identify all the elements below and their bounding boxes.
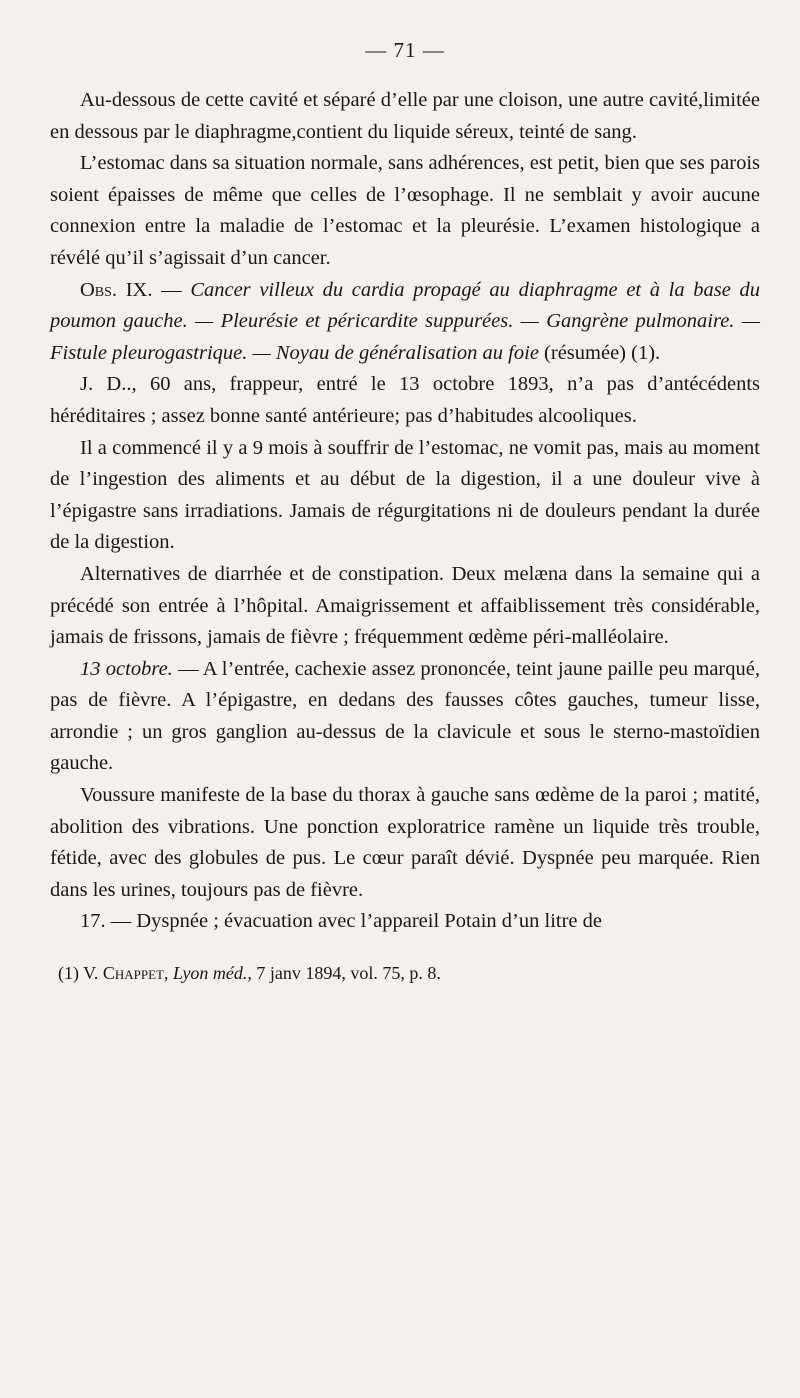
- observation-note: (résumée) (1).: [544, 341, 661, 364]
- dated-entry: 17. — Dyspnée ; évacuation avec l’appareil Potain d’un litre de: [80, 910, 602, 933]
- paragraph: Alternatives de diarrhée et de constipation. Deux melæna dans la semaine qui a précédé son entrée à l’hôpital. Amaigrissement et affaiblissement très considérable, jamais de frissons, jamais de fièvre ; fréquemment œdème péri-malléolaire.: [50, 562, 760, 649]
- body-text: [50, 85, 760, 938]
- observation-title: Cancer villeux du cardia propagé au diaphragme et à la base du poumon gauche. — Pleurésie et péricardite suppurées. — Gangrène pulmonaire. — Fistule pleurogastrique. — Noyau de généralisation au foie: [50, 278, 761, 364]
- observation-heading: [50, 275, 760, 370]
- observation-label: Obs. IX. —: [80, 278, 182, 301]
- page-number: — 71 —: [365, 38, 445, 62]
- paragraph: J. D.., 60 ans, frappeur, entré le 13 octobre 1893, n’a pas d’antécédents héréditaires ; assez bonne santé antérieure; pas d’habitudes alcooliques.: [50, 373, 760, 427]
- paragraph: Il a commencé il y a 9 mois à souffrir de l’estomac, ne vomit pas, mais au moment de l’ingestion des aliments et au début de la digestion, il a une douleur vive à l’épigastre sans irradiations. Jamais de régurgitations ni de douleurs pendant la durée de la digestion.: [50, 436, 760, 554]
- entry-date: 13 octobre.: [80, 657, 173, 680]
- footnote: [50, 960, 760, 986]
- dated-entry: [50, 654, 760, 780]
- entry-text: — A l’entrée, cachexie assez prononcée, teint jaune paille peu marqué, pas de fièvre. A l’épigastre, en dedans des fausses côtes gauches, tumeur lisse, arrondie ; un gros ganglion au-dessus de la clavicule et sous le sterno-mastoïdien gauche.: [50, 657, 760, 775]
- footnote-details: 7 janv 1894, vol. 75, p. 8.: [256, 963, 441, 984]
- paragraph: Au-dessous de cette cavité et séparé d’elle par une cloison, une autre cavité,limitée en dessous par le diaphragme,contient du liquide séreux, teinté de sang.: [50, 89, 760, 143]
- footnote-prefix: (1) V.: [58, 963, 99, 984]
- page: [50, 38, 760, 986]
- paragraph: Voussure manifeste de la base du thorax à gauche sans œdème de la paroi ; matité, abolition des vibrations. Une ponction exploratrice ramène un liquide très trouble, fétide, avec des globules de pus. Le cœur paraît dévié. Dyspnée peu marquée. Rien dans les urines, toujours pas de fièvre.: [50, 784, 760, 901]
- paragraph: L’estomac dans sa situation normale, sans adhérences, est petit, bien que ses parois soient épaisses de même que celles de l’œsophage. Il ne semblait y avoir aucune connexion entre la maladie de l’estomac et la pleurésie. L’examen histologique a révélé qu’il s’agissait d’un cancer.: [50, 152, 760, 269]
- footnote-journal: Lyon méd.,: [172, 963, 252, 984]
- footnote-author: Chappet,: [102, 963, 169, 984]
